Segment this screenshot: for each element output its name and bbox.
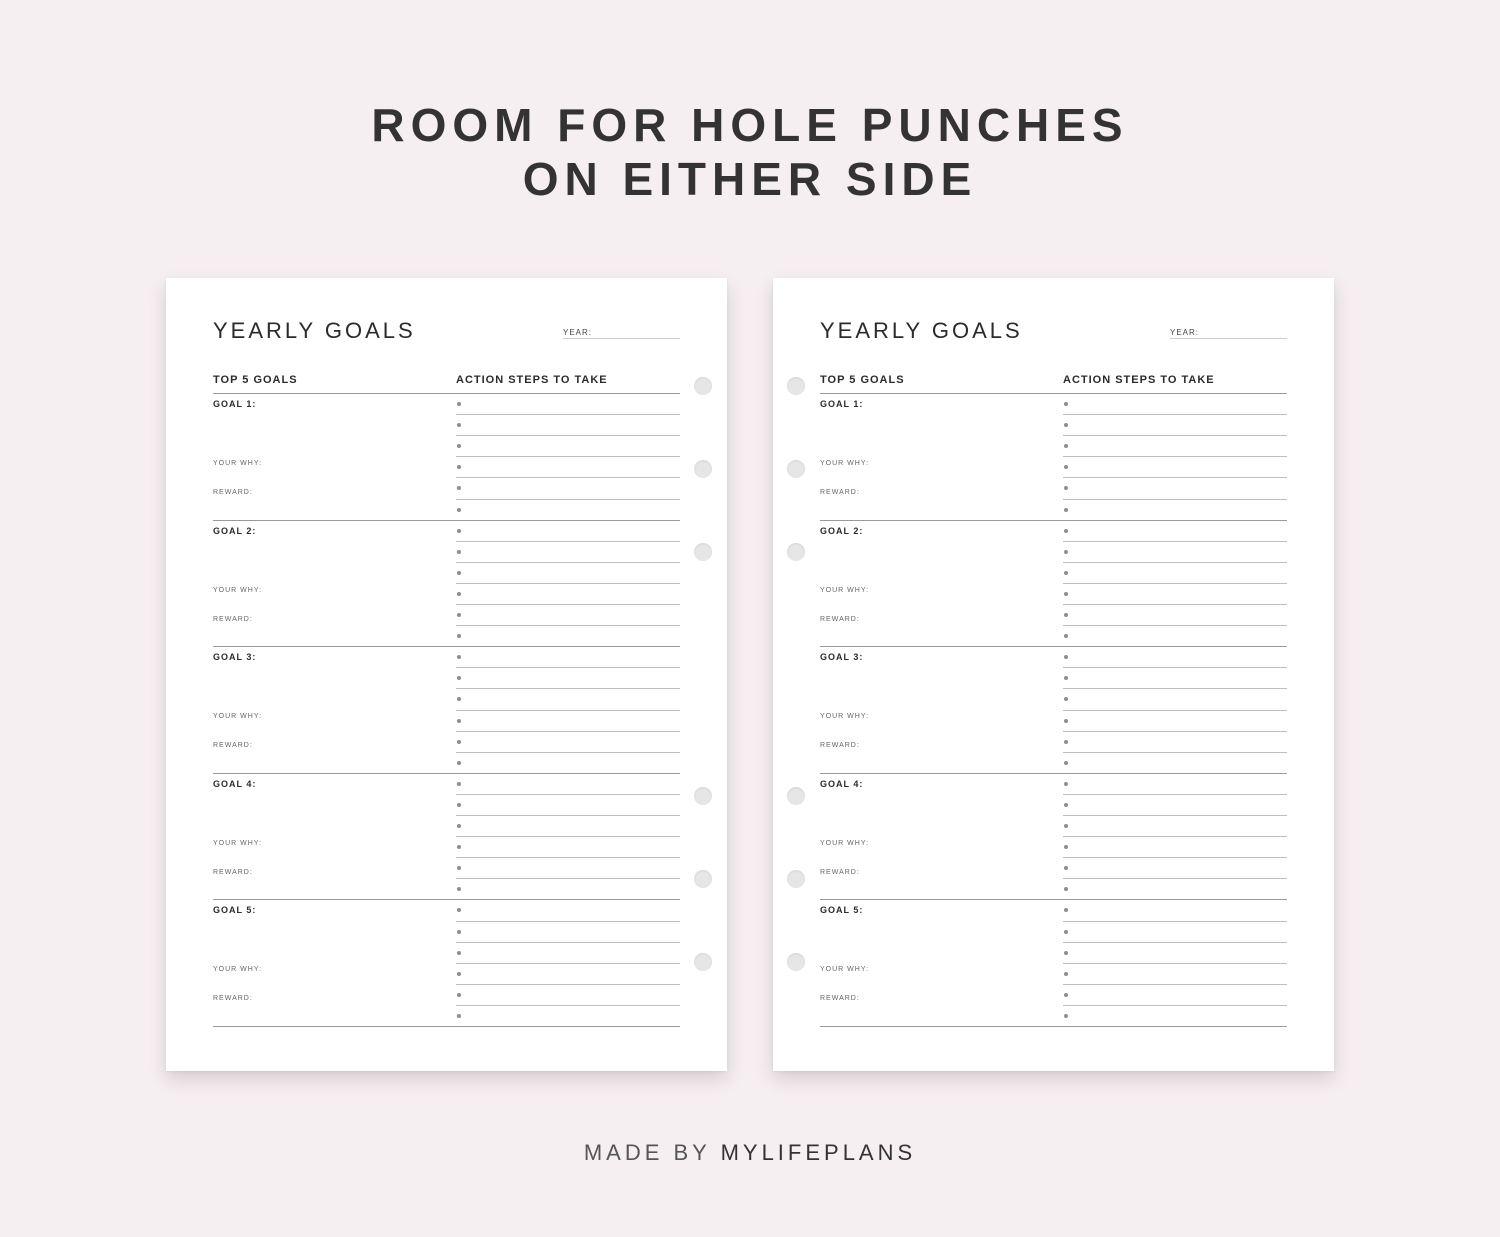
goal-label: GOAL 2: <box>820 525 864 536</box>
step-line <box>1063 456 1287 457</box>
your-why-label: YOUR WHY: <box>820 713 870 721</box>
header-rule <box>213 393 680 394</box>
step-bullet <box>457 740 461 744</box>
step-bullet <box>457 571 461 575</box>
step-bullet <box>1064 930 1068 934</box>
page-title: YEARLY GOALS <box>213 318 416 343</box>
your-why-label: YOUR WHY: <box>820 839 870 847</box>
step-bullet <box>457 508 461 512</box>
column-header-steps: ACTION STEPS TO TAKE <box>456 374 608 386</box>
step-line <box>456 499 680 500</box>
step-bullet <box>1064 402 1068 406</box>
goal-divider <box>820 773 1287 774</box>
reward-label: REWARD: <box>820 868 860 876</box>
step-bullet <box>457 402 461 406</box>
step-line <box>456 984 680 985</box>
goal-divider <box>213 520 680 521</box>
step-bullet <box>457 908 461 912</box>
goal-divider <box>213 646 680 647</box>
reward-label: REWARD: <box>820 995 860 1003</box>
step-line <box>1063 942 1287 943</box>
punch-hole <box>787 953 805 971</box>
column-header-steps: ACTION STEPS TO TAKE <box>1063 374 1215 386</box>
page-title: YEARLY GOALS <box>820 318 1023 343</box>
reward-label: REWARD: <box>820 489 860 496</box>
reward-label: REWARD: <box>820 742 860 750</box>
goal-label: GOAL 5: <box>213 905 257 916</box>
goal-label: GOAL 1: <box>213 399 257 409</box>
your-why-label: YOUR WHY: <box>213 460 263 467</box>
your-why-label: YOUR WHY: <box>820 586 870 594</box>
step-line <box>1063 857 1287 858</box>
step-line <box>1063 984 1287 985</box>
step-bullet <box>1064 887 1068 891</box>
step-line <box>1063 562 1287 563</box>
step-bullet <box>1064 740 1068 744</box>
step-line <box>1063 921 1287 922</box>
step-bullet <box>1064 571 1068 575</box>
step-bullet <box>457 550 461 554</box>
step-bullet <box>457 676 461 680</box>
goal-divider <box>213 1026 680 1027</box>
planner-page-right <box>773 278 1334 1071</box>
step-line <box>456 963 680 964</box>
step-line <box>1063 710 1287 711</box>
step-bullet <box>457 930 461 934</box>
goal-divider <box>820 520 1287 521</box>
step-bullet <box>1064 1014 1068 1018</box>
step-line <box>456 625 680 626</box>
step-line <box>456 456 680 457</box>
step-line <box>456 604 680 605</box>
step-line <box>456 688 680 689</box>
step-bullet <box>457 993 461 997</box>
column-header-goals: TOP 5 GOALS <box>820 374 905 386</box>
footer-credit <box>0 1140 1500 1166</box>
step-line <box>456 477 680 478</box>
step-bullet <box>457 1014 461 1018</box>
step-bullet <box>457 486 461 490</box>
punch-hole <box>787 870 805 888</box>
goal-divider <box>820 899 1287 900</box>
step-line <box>1063 688 1287 689</box>
your-why-label: YOUR WHY: <box>213 966 263 974</box>
step-bullet <box>457 866 461 870</box>
goal-divider <box>820 646 1287 647</box>
headline-line-2: ON EITHER SIDE <box>522 153 978 205</box>
step-bullet <box>457 592 461 596</box>
step-line <box>1063 604 1287 605</box>
step-line <box>1063 414 1287 415</box>
step-line <box>1063 1005 1287 1006</box>
step-bullet <box>1064 592 1068 596</box>
step-bullet <box>457 824 461 828</box>
step-bullet <box>1064 465 1068 469</box>
step-line <box>456 942 680 943</box>
step-bullet <box>1064 676 1068 680</box>
step-line <box>1063 836 1287 837</box>
step-line <box>456 731 680 732</box>
goal-divider <box>213 899 680 900</box>
punch-hole <box>787 460 805 478</box>
step-bullet <box>457 887 461 891</box>
step-bullet <box>1064 951 1068 955</box>
step-bullet <box>457 951 461 955</box>
year-label: YEAR: <box>563 328 593 337</box>
year-label: YEAR: <box>1170 328 1200 337</box>
step-line <box>456 667 680 668</box>
step-line <box>456 562 680 563</box>
step-bullet <box>1064 824 1068 828</box>
goal-label: GOAL 1: <box>820 399 864 409</box>
goal-label: GOAL 3: <box>213 652 257 663</box>
step-bullet <box>1064 444 1068 448</box>
step-bullet <box>1064 972 1068 976</box>
step-bullet <box>457 697 461 701</box>
step-bullet <box>1064 866 1068 870</box>
step-bullet <box>1064 613 1068 617</box>
year-line <box>1170 338 1287 339</box>
step-bullet <box>1064 529 1068 533</box>
step-bullet <box>1064 761 1068 765</box>
step-bullet <box>1064 697 1068 701</box>
punch-hole <box>787 543 805 561</box>
step-line <box>456 541 680 542</box>
punch-hole <box>694 543 712 561</box>
step-bullet <box>1064 803 1068 807</box>
step-line <box>456 878 680 879</box>
goal-divider <box>820 1026 1287 1027</box>
your-why-label: YOUR WHY: <box>820 460 870 467</box>
step-bullet <box>457 761 461 765</box>
step-bullet <box>457 465 461 469</box>
goal-label: GOAL 4: <box>820 778 864 789</box>
step-bullet <box>1064 782 1068 786</box>
step-bullet <box>1064 845 1068 849</box>
step-line <box>456 435 680 436</box>
your-why-label: YOUR WHY: <box>213 713 263 721</box>
step-line <box>456 414 680 415</box>
headline <box>0 98 1500 206</box>
step-bullet <box>457 803 461 807</box>
your-why-label: YOUR WHY: <box>820 966 870 974</box>
step-bullet <box>1064 993 1068 997</box>
reward-label: REWARD: <box>213 742 253 750</box>
step-line <box>1063 541 1287 542</box>
step-line <box>456 794 680 795</box>
punch-hole <box>694 460 712 478</box>
step-bullet <box>457 845 461 849</box>
reward-label: REWARD: <box>213 489 253 496</box>
reward-label: REWARD: <box>213 868 253 876</box>
your-why-label: YOUR WHY: <box>213 586 263 594</box>
step-line <box>1063 625 1287 626</box>
punch-hole <box>694 953 712 971</box>
step-line <box>456 1005 680 1006</box>
step-bullet <box>457 423 461 427</box>
step-line <box>1063 815 1287 816</box>
step-bullet <box>1064 634 1068 638</box>
punch-hole <box>694 870 712 888</box>
step-line <box>456 836 680 837</box>
goal-divider <box>213 773 680 774</box>
step-bullet <box>1064 719 1068 723</box>
column-header-goals: TOP 5 GOALS <box>213 374 298 386</box>
step-bullet <box>457 444 461 448</box>
step-line <box>1063 477 1287 478</box>
step-line <box>1063 583 1287 584</box>
goal-label: GOAL 2: <box>213 525 257 536</box>
step-line <box>456 815 680 816</box>
step-line <box>1063 499 1287 500</box>
step-bullet <box>457 972 461 976</box>
step-bullet <box>1064 655 1068 659</box>
footer-brand: MYLIFEPLANS <box>720 1140 917 1165</box>
header-rule <box>820 393 1287 394</box>
step-line <box>456 921 680 922</box>
your-why-label: YOUR WHY: <box>213 839 263 847</box>
step-bullet <box>457 655 461 659</box>
step-bullet <box>1064 550 1068 554</box>
footer-prefix: MADE BY <box>583 1140 711 1165</box>
step-bullet <box>457 634 461 638</box>
year-line <box>563 338 680 339</box>
step-bullet <box>1064 486 1068 490</box>
step-line <box>1063 435 1287 436</box>
step-line <box>1063 731 1287 732</box>
step-line <box>456 752 680 753</box>
step-line <box>456 857 680 858</box>
reward-label: REWARD: <box>820 615 860 623</box>
reward-label: REWARD: <box>213 615 253 623</box>
step-line <box>456 710 680 711</box>
step-bullet <box>457 529 461 533</box>
step-bullet <box>457 782 461 786</box>
step-line <box>456 583 680 584</box>
step-bullet <box>1064 908 1068 912</box>
planner-page-left <box>166 278 727 1071</box>
reward-label: REWARD: <box>213 995 253 1003</box>
step-bullet <box>1064 508 1068 512</box>
step-bullet <box>457 613 461 617</box>
step-bullet <box>1064 423 1068 427</box>
step-line <box>1063 963 1287 964</box>
step-line <box>1063 752 1287 753</box>
punch-hole <box>787 377 805 395</box>
headline-line-1: ROOM FOR HOLE PUNCHES <box>371 99 1129 151</box>
punch-hole <box>787 787 805 805</box>
punch-hole <box>694 377 712 395</box>
goal-label: GOAL 5: <box>820 905 864 916</box>
goal-label: GOAL 4: <box>213 778 257 789</box>
step-line <box>1063 878 1287 879</box>
step-bullet <box>457 719 461 723</box>
goal-label: GOAL 3: <box>820 652 864 663</box>
step-line <box>1063 667 1287 668</box>
step-line <box>1063 794 1287 795</box>
punch-hole <box>694 787 712 805</box>
